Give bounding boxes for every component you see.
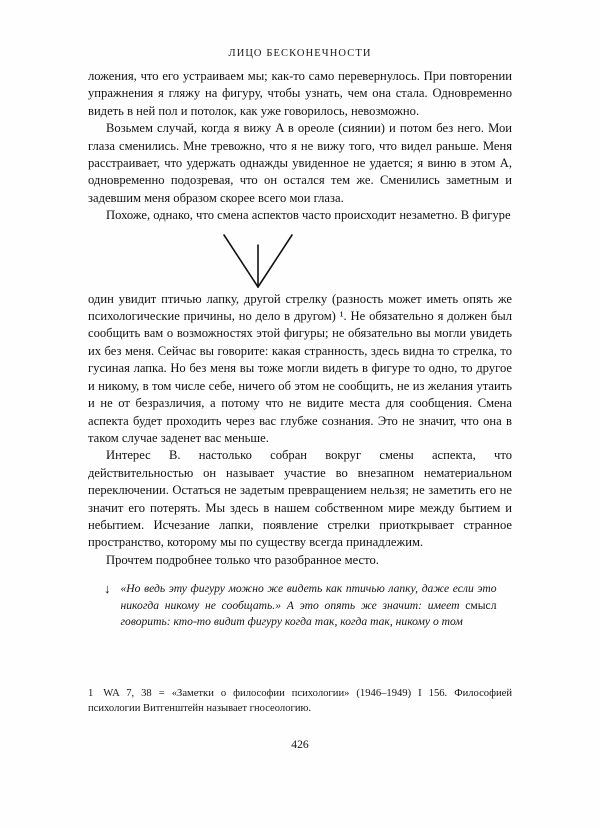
paragraph: один увидит птичью лапку, другой стрелку (разность может иметь опять же психологические причины, но дело в другом) ¹. Не обязательно я должен был сообщить вам о возможностях этой фигуры; не обязательно вы могли увидеть их без меня. Сейчас вы говорите: какая странность, здесь видна то стрелка, то гусиная лапка. Но без меня вы тоже могли видеть в фигуре то одно, то другое и никому, в том числе себе, ничего об этом не сообщить, не из желания утаить и не от безразличия, а потому что не видите места для сообщения. Смена аспекта будет проходить через вас глубже сознания. Это не значит, что она в таком случае заденет вас меньше. <box>88 291 512 445</box>
footnote-text: WA 7, 38 = «Заметки о философии психологии» (1946–1949) I 156. Философией психологии Витгенштейн называет гносеологию. <box>88 688 512 714</box>
paragraph: ложения, что его устраиваем мы; как-то само перевернулось. При повторении упражнения я гляжу на фигуру, чтобы узнать, чем она стала. Одновременно видеть в ней пол и потолок, как уже говорилось, невозможно. <box>88 69 512 118</box>
quote-italic-word: смысл <box>465 598 497 612</box>
footnote <box>88 686 512 716</box>
footnote-number: 1 <box>88 688 94 699</box>
paragraph: Возьмем случай, когда я вижу A в ореоле (сиянии) и потом без него. Мои глаза сменились. Мне тревожно, что я не вижу того, что видел раньше. Меня расстраивает, что удержать однажды увиденное не удается; я виню в этом A, одновременно подозревая, что он остался тем же. Сменились заметным и задевшим меня образом скорее всего мои глаза. <box>88 121 512 205</box>
quote-text-part2: говорить: кто-то видит фигуру когда так, когда так, никому о том <box>120 614 463 628</box>
paragraph: Прочтем подробнее только что разобранное место. <box>106 552 379 567</box>
quote-text-part1: «Но ведь эту фигуру можно же видеть как птичью лапку, даже если это никогда никому не сообщать.» А это опять же значит: имеет <box>120 582 497 612</box>
paragraph: Похоже, однако, что смена аспектов часто происходит незаметно. В фигуре <box>106 208 511 223</box>
running-head: ЛИЦО БЕСКОНЕЧНОСТИ <box>228 48 372 59</box>
downward-arrow-figure <box>88 225 512 291</box>
paragraph: Интерес В. настолько собран вокруг смены аспекта, что действительностью он называет участие во внезапном нематериальном переключении. Остаться не задетым превращением нельзя; не заметить его не значит его потерять. Мы здесь в нашем собственном мире между бытием и небытием. Исчезание лапки, появление стрелки приоткрывает странное пространство, которому мы по существу всегда принадлежим. <box>88 448 512 550</box>
page-content <box>88 68 512 630</box>
quote-arrow-icon: ↓ <box>104 581 111 597</box>
quote-text <box>121 581 497 630</box>
arrow-icon <box>216 233 300 291</box>
block-quote <box>88 581 512 630</box>
page-number: 426 <box>291 738 309 751</box>
